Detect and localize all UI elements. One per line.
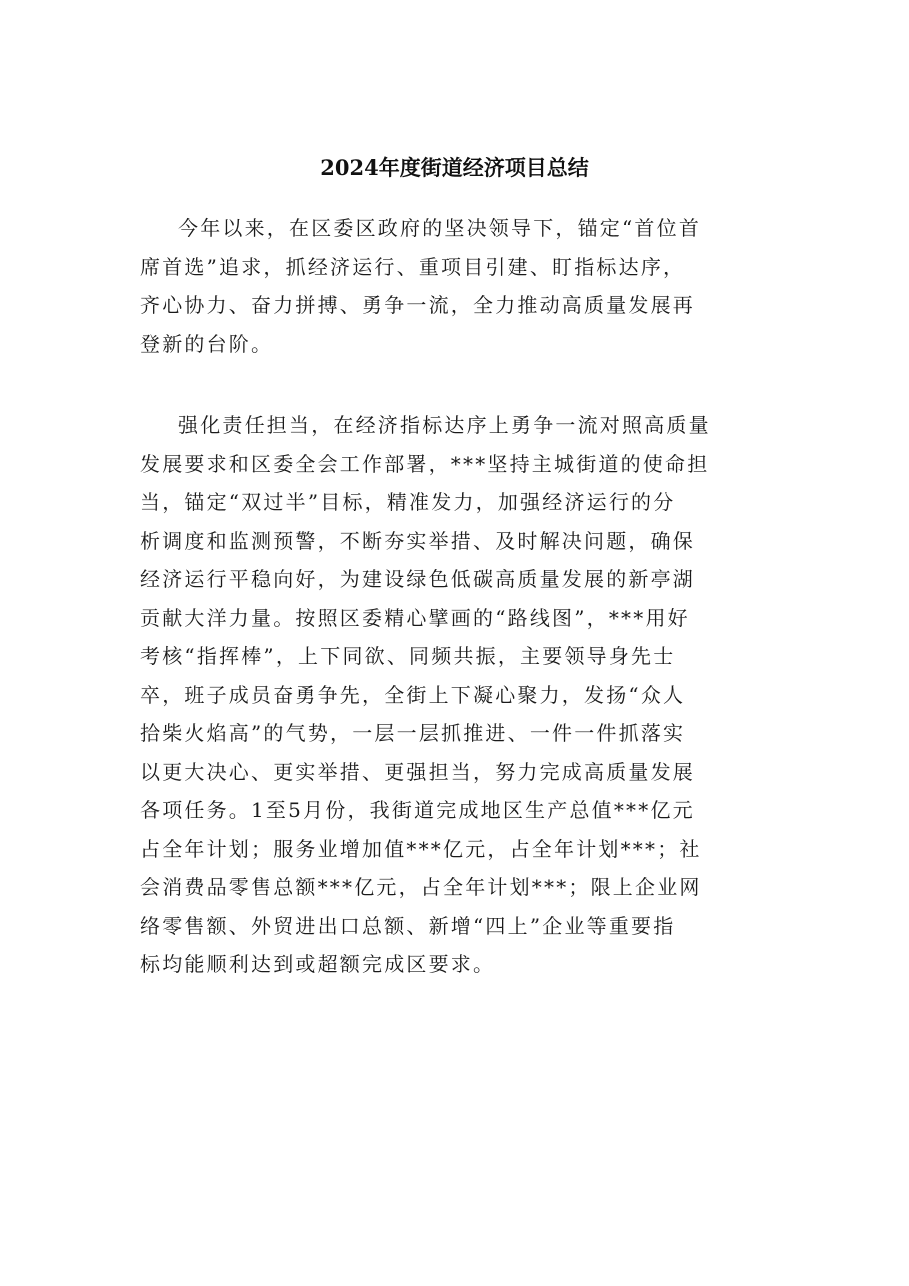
paragraph-line: 卒，班子成员奋勇争先，全街上下凝心聚力，发扬“众人 <box>140 682 686 707</box>
paragraph-line: 发展要求和区委全会工作部署，***坚持主城街道的使命担 <box>140 451 710 476</box>
paragraph-line: 经济运行平稳向好，为建设绿色低碳高质量发展的新亭湖 <box>140 567 695 591</box>
paragraph-1 <box>140 209 770 363</box>
paragraph-line: 今年以来，在区委区政府的坚决领导下，锚定“首位首 <box>178 216 702 240</box>
paragraph-line: 标均能顺利达到或超额完成区要求。 <box>140 952 496 976</box>
paragraph-line: 席首选”追求，抓经济运行、重项目引建、盯指标达序， <box>140 254 686 279</box>
paragraph-line: 会消费品零售总额***亿元，占全年计划***；限上企业网 <box>140 875 702 899</box>
paragraph-line: 贡献大洋力量。按照区委精心擘画的“路线图”，***用好 <box>140 605 690 630</box>
paragraph-line: 以更大决心、更实举措、更强担当，努力完成高质量发展 <box>140 759 695 784</box>
paragraph-line: 各项任务。1至5月份，我街道完成地区生产总值***亿元 <box>140 798 695 822</box>
paragraph-line: 占全年计划；服务业增加值***亿元，占全年计划***；社 <box>140 836 702 861</box>
paragraph-line: 登新的台阶。 <box>140 331 274 356</box>
paragraph-line: 析调度和监测预警，不断夯实举措、及时解决问题，确保 <box>140 528 695 553</box>
paragraph-line: 络零售额、外贸进出口总额、新增“四上”企业等重要指 <box>140 913 676 938</box>
paragraph-line: 拾柴火焰高”的气势，一层一层抓推进、一件一件抓落实 <box>140 721 686 745</box>
paragraph-line: 考核“指挥棒”，上下同欲、同频共振，主要领导身先士 <box>140 644 676 668</box>
paragraph-line: 强化责任担当，在经济指标达序上勇争一流对照高质量 <box>178 413 711 437</box>
paragraph-line: 当，锚定“双过半”目标，精准发力，加强经济运行的分 <box>140 490 676 514</box>
paragraph-2 <box>140 406 770 984</box>
paragraph-line: 齐心协力、奋力拼搏、勇争一流，全力推动高质量发展再 <box>140 293 695 317</box>
document-title: 2024年度街道经济项目总结 <box>320 155 589 180</box>
